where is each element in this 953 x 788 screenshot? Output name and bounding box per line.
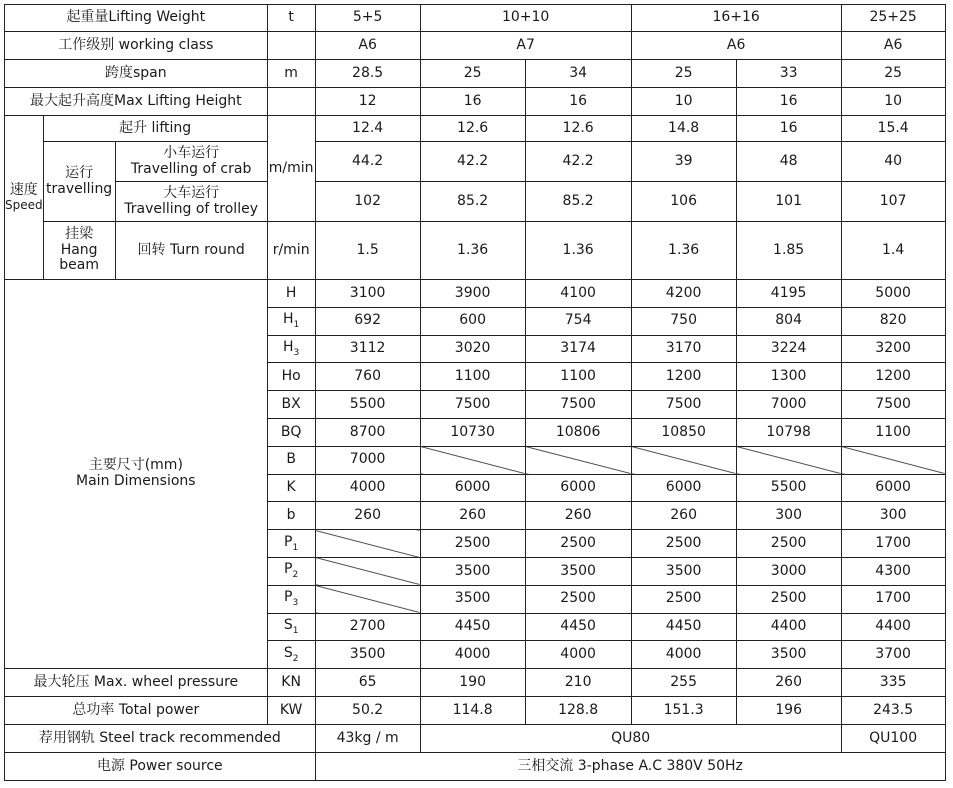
hang-cn: 挂梁 [65, 225, 94, 242]
dimension-value: 3500 [631, 557, 736, 585]
dimension-value: 4195 [736, 280, 841, 308]
dimension-value: 4000 [420, 641, 525, 669]
dimension-key-main: Ho [281, 367, 301, 384]
crab-speed-cell: 42.2 [420, 142, 525, 182]
dimension-value: 3170 [631, 335, 736, 363]
row-total-power [5, 697, 946, 725]
dimension-value: 3500 [315, 641, 420, 669]
dimension-value: 6000 [841, 474, 945, 502]
label-travelling [43, 142, 115, 222]
dimension-value: 804 [736, 307, 841, 335]
empty-slash-cell [420, 446, 525, 474]
empty-slash-cell [315, 557, 420, 585]
unit-t: t [267, 5, 315, 32]
dimension-key [267, 530, 315, 558]
steel-track-cell: 43kg / m [315, 725, 420, 753]
lifting-speed-cell: 15.4 [841, 116, 945, 142]
dimension-value: 6000 [525, 474, 631, 502]
dimension-key [267, 502, 315, 530]
dimension-key [267, 307, 315, 335]
dimension-key-main: P [284, 561, 293, 578]
dimension-value: 2500 [631, 530, 736, 558]
turn-round-cell: 1.36 [420, 222, 525, 280]
dimension-value: 3500 [736, 641, 841, 669]
total-power-cell: 243.5 [841, 697, 945, 725]
dimension-key [267, 418, 315, 446]
total-power-cell: 128.8 [525, 697, 631, 725]
dimension-value: 7500 [525, 391, 631, 419]
main-dim-en: Main Dimensions [76, 473, 196, 490]
dimension-value: 7500 [420, 391, 525, 419]
dimension-key-sub: 1 [292, 625, 299, 636]
row-crab-speed [5, 142, 946, 182]
dimension-value: 10798 [736, 418, 841, 446]
dimension-key-sub: 2 [292, 653, 299, 664]
dimension-key [267, 474, 315, 502]
dimension-key [267, 585, 315, 613]
dimension-value: 3900 [420, 280, 525, 308]
crab-speed-cell: 42.2 [525, 142, 631, 182]
dimension-value: 4400 [841, 613, 945, 641]
lifting-speed-cell: 16 [736, 116, 841, 142]
height-cell: 16 [736, 88, 841, 116]
height-cell: 10 [841, 88, 945, 116]
span-cell: 25 [631, 60, 736, 88]
dimension-value: 3500 [420, 585, 525, 613]
speed-cn: 速度 [9, 181, 38, 198]
power-source-value: 三相交流 3-phase A.C 380V 50Hz [315, 753, 945, 781]
dimension-value: 8700 [315, 418, 420, 446]
dimension-value: 4400 [736, 613, 841, 641]
row-turn-round [5, 222, 946, 280]
unit-rmin: r/min [267, 222, 315, 280]
dimension-value: 10850 [631, 418, 736, 446]
class-cell: A6 [631, 32, 841, 60]
dimension-key [267, 363, 315, 391]
dimension-value: 5000 [841, 280, 945, 308]
dimension-value: 10806 [525, 418, 631, 446]
dimension-value: 4200 [631, 280, 736, 308]
wheel-pressure-cell: 190 [420, 669, 525, 697]
span-cell: 28.5 [315, 60, 420, 88]
label-max-height: 最大起升高度Max Lifting Height [5, 88, 268, 116]
row-lifting-speed [5, 116, 946, 142]
trolley-speed-cell: 106 [631, 182, 736, 222]
dimension-value: 300 [841, 502, 945, 530]
dimension-value: 1700 [841, 585, 945, 613]
dimension-value: 1200 [631, 363, 736, 391]
dimension-value: 3000 [736, 557, 841, 585]
span-cell: 25 [420, 60, 525, 88]
dimension-value: 754 [525, 307, 631, 335]
speed-en: Speed [5, 197, 43, 212]
dimension-value: 7500 [841, 391, 945, 419]
dimension-key [267, 557, 315, 585]
dimension-value: 260 [315, 502, 420, 530]
empty-slash-cell [736, 446, 841, 474]
dimension-value: 5500 [736, 474, 841, 502]
span-cell: 33 [736, 60, 841, 88]
dimension-value: 4300 [841, 557, 945, 585]
row-power-source [5, 753, 946, 781]
class-cell: A7 [420, 32, 631, 60]
wheel-pressure-cell: 65 [315, 669, 420, 697]
crab-speed-cell: 44.2 [315, 142, 420, 182]
dimension-value: 2500 [736, 585, 841, 613]
crab-speed-cell: 40 [841, 142, 945, 182]
dimension-key [267, 641, 315, 669]
empty-slash-cell [525, 446, 631, 474]
row-wheel-pressure [5, 669, 946, 697]
dimension-value: 10730 [420, 418, 525, 446]
dimension-key [267, 446, 315, 474]
dimension-value: 1100 [525, 363, 631, 391]
trolley-speed-cell: 107 [841, 182, 945, 222]
dimension-value: 3200 [841, 335, 945, 363]
row-steel-track [5, 725, 946, 753]
dimension-value: 6000 [631, 474, 736, 502]
class-cell: A6 [315, 32, 420, 60]
empty-slash-cell [315, 585, 420, 613]
label-trolley [115, 182, 267, 222]
travelling-cn: 运行 [65, 164, 94, 181]
dimension-value: 1700 [841, 530, 945, 558]
trolley-speed-cell: 85.2 [420, 182, 525, 222]
label-lifting-weight: 起重量Lifting Weight [5, 5, 268, 32]
dimension-key-main: H [282, 339, 294, 356]
label-power-source: 电源 Power source [5, 753, 316, 781]
dimension-key-sub: 1 [293, 320, 300, 331]
label-span: 跨度span [5, 60, 268, 88]
dimension-value: 760 [315, 363, 420, 391]
label-crab [115, 142, 267, 182]
dimension-key-sub: 2 [292, 570, 299, 581]
dimension-key-sub: 3 [292, 598, 299, 609]
height-cell: 12 [315, 88, 420, 116]
unit-kw: KW [267, 697, 315, 725]
dimension-value: 4100 [525, 280, 631, 308]
height-cell: 16 [420, 88, 525, 116]
lifting-speed-cell: 12.6 [525, 116, 631, 142]
weight-cell: 10+10 [420, 5, 631, 32]
empty-slash-cell [631, 446, 736, 474]
turn-round-cell: 1.5 [315, 222, 420, 280]
dimension-key-main: BQ [280, 423, 302, 440]
label-working-class: 工作级别 working class [5, 32, 268, 60]
dimension-key-main: S [283, 617, 293, 634]
dimension-key [267, 391, 315, 419]
dimension-value: 7500 [631, 391, 736, 419]
turn-round-cell: 1.36 [631, 222, 736, 280]
dimension-value: 260 [631, 502, 736, 530]
turn-round-cell: 1.85 [736, 222, 841, 280]
dimension-value: 2700 [315, 613, 420, 641]
dimension-key-main: B [286, 451, 296, 468]
dimension-value: 4450 [420, 613, 525, 641]
dimension-value: 7000 [315, 446, 420, 474]
dimension-value: 3020 [420, 335, 525, 363]
dimension-value: 1200 [841, 363, 945, 391]
crab-speed-cell: 39 [631, 142, 736, 182]
dimension-value: 4450 [525, 613, 631, 641]
height-cell: 16 [525, 88, 631, 116]
dimension-value: 3500 [420, 557, 525, 585]
crab-speed-cell: 48 [736, 142, 841, 182]
total-power-cell: 114.8 [420, 697, 525, 725]
lifting-speed-cell: 14.8 [631, 116, 736, 142]
unit-m: m [267, 60, 315, 88]
wheel-pressure-cell: 260 [736, 669, 841, 697]
main-dimensions-body [5, 280, 946, 669]
unit-mmin: m/min [267, 116, 315, 222]
dimension-key [267, 335, 315, 363]
dimension-value: 2500 [525, 530, 631, 558]
empty-slash-cell [315, 530, 420, 558]
steel-track-cell: QU80 [420, 725, 841, 753]
dimension-value: 4450 [631, 613, 736, 641]
span-cell: 25 [841, 60, 945, 88]
dimension-value: 4000 [525, 641, 631, 669]
dimension-value: 2500 [420, 530, 525, 558]
dimension-value: 750 [631, 307, 736, 335]
dimension-key [267, 613, 315, 641]
dimension-value: 692 [315, 307, 420, 335]
span-cell: 34 [525, 60, 631, 88]
dimension-value: 3500 [525, 557, 631, 585]
dimension-value: 3100 [315, 280, 420, 308]
dimension-value: 4000 [315, 474, 420, 502]
dimension-value: 1100 [841, 418, 945, 446]
row-max-height [5, 88, 946, 116]
label-main-dimensions [5, 280, 268, 669]
dimension-value: 260 [525, 502, 631, 530]
hang-en-2: beam [59, 257, 99, 274]
wheel-pressure-cell: 335 [841, 669, 945, 697]
trolley-speed-cell: 85.2 [525, 182, 631, 222]
empty-slash-cell [841, 446, 945, 474]
unit-empty [267, 32, 315, 60]
dimension-value: 6000 [420, 474, 525, 502]
dimension-value: 820 [841, 307, 945, 335]
trolley-speed-cell: 102 [315, 182, 420, 222]
dimension-row [5, 280, 946, 308]
dimension-value: 3224 [736, 335, 841, 363]
label-total-power: 总功率 Total power [5, 697, 268, 725]
main-dim-cn: 主要尺寸(mm) [88, 457, 183, 474]
dimension-value: 3700 [841, 641, 945, 669]
dimension-value: 2500 [525, 585, 631, 613]
row-working-class [5, 32, 946, 60]
steel-track-cell: QU100 [841, 725, 945, 753]
crane-spec-table [4, 4, 946, 781]
total-power-cell: 50.2 [315, 697, 420, 725]
label-steel-track: 荐用钢轨 Steel track recommended [5, 725, 316, 753]
label-speed [5, 116, 44, 280]
row-trolley-speed [5, 182, 946, 222]
wheel-pressure-cell: 210 [525, 669, 631, 697]
total-power-cell: 196 [736, 697, 841, 725]
dimension-value: 3112 [315, 335, 420, 363]
dimension-value: 7000 [736, 391, 841, 419]
lifting-speed-cell: 12.4 [315, 116, 420, 142]
dimension-key-sub: 1 [292, 542, 299, 553]
hang-en-1: Hang [60, 241, 98, 258]
dimension-value: 2500 [736, 530, 841, 558]
row-lifting-weight [5, 5, 946, 32]
dimension-key-main: S [283, 644, 293, 661]
unit-empty [267, 88, 315, 116]
dimension-value: 2500 [631, 585, 736, 613]
trolley-speed-cell: 101 [736, 182, 841, 222]
dimension-key-main: K [286, 479, 296, 496]
dimension-key [267, 280, 315, 308]
dimension-value: 260 [420, 502, 525, 530]
dimension-key-main: H [282, 311, 294, 328]
dimension-value: 300 [736, 502, 841, 530]
unit-kn: KN [267, 669, 315, 697]
label-turn-round: 回转 Turn round [115, 222, 267, 280]
dimension-key-main: P [284, 533, 293, 550]
trolley-en: Travelling of trolley [124, 200, 258, 217]
dimension-value: 600 [420, 307, 525, 335]
dimension-key-main: BX [281, 395, 301, 412]
label-hang-beam [43, 222, 115, 280]
label-wheel-pressure: 最大轮压 Max. wheel pressure [5, 669, 268, 697]
total-power-cell: 151.3 [631, 697, 736, 725]
weight-cell: 5+5 [315, 5, 420, 32]
class-cell: A6 [841, 32, 945, 60]
dimension-value: 3174 [525, 335, 631, 363]
dimension-key-sub: 3 [293, 347, 300, 358]
dimension-value: 4000 [631, 641, 736, 669]
dimension-value: 5500 [315, 391, 420, 419]
height-cell: 10 [631, 88, 736, 116]
wheel-pressure-cell: 255 [631, 669, 736, 697]
lifting-speed-cell: 12.6 [420, 116, 525, 142]
crab-en: Travelling of crab [130, 160, 252, 177]
dimension-key-main: H [285, 284, 297, 301]
row-span [5, 60, 946, 88]
turn-round-cell: 1.4 [841, 222, 945, 280]
label-lifting: 起升 lifting [43, 116, 267, 142]
travelling-en: travelling [46, 180, 113, 197]
dimension-value: 1300 [736, 363, 841, 391]
turn-round-cell: 1.36 [525, 222, 631, 280]
trolley-cn: 大车运行 [163, 184, 220, 201]
crab-cn: 小车运行 [163, 144, 220, 161]
dimension-key-main: b [286, 506, 296, 523]
dimension-value: 1100 [420, 363, 525, 391]
weight-cell: 25+25 [841, 5, 945, 32]
weight-cell: 16+16 [631, 5, 841, 32]
dimension-key-main: P [284, 589, 293, 606]
